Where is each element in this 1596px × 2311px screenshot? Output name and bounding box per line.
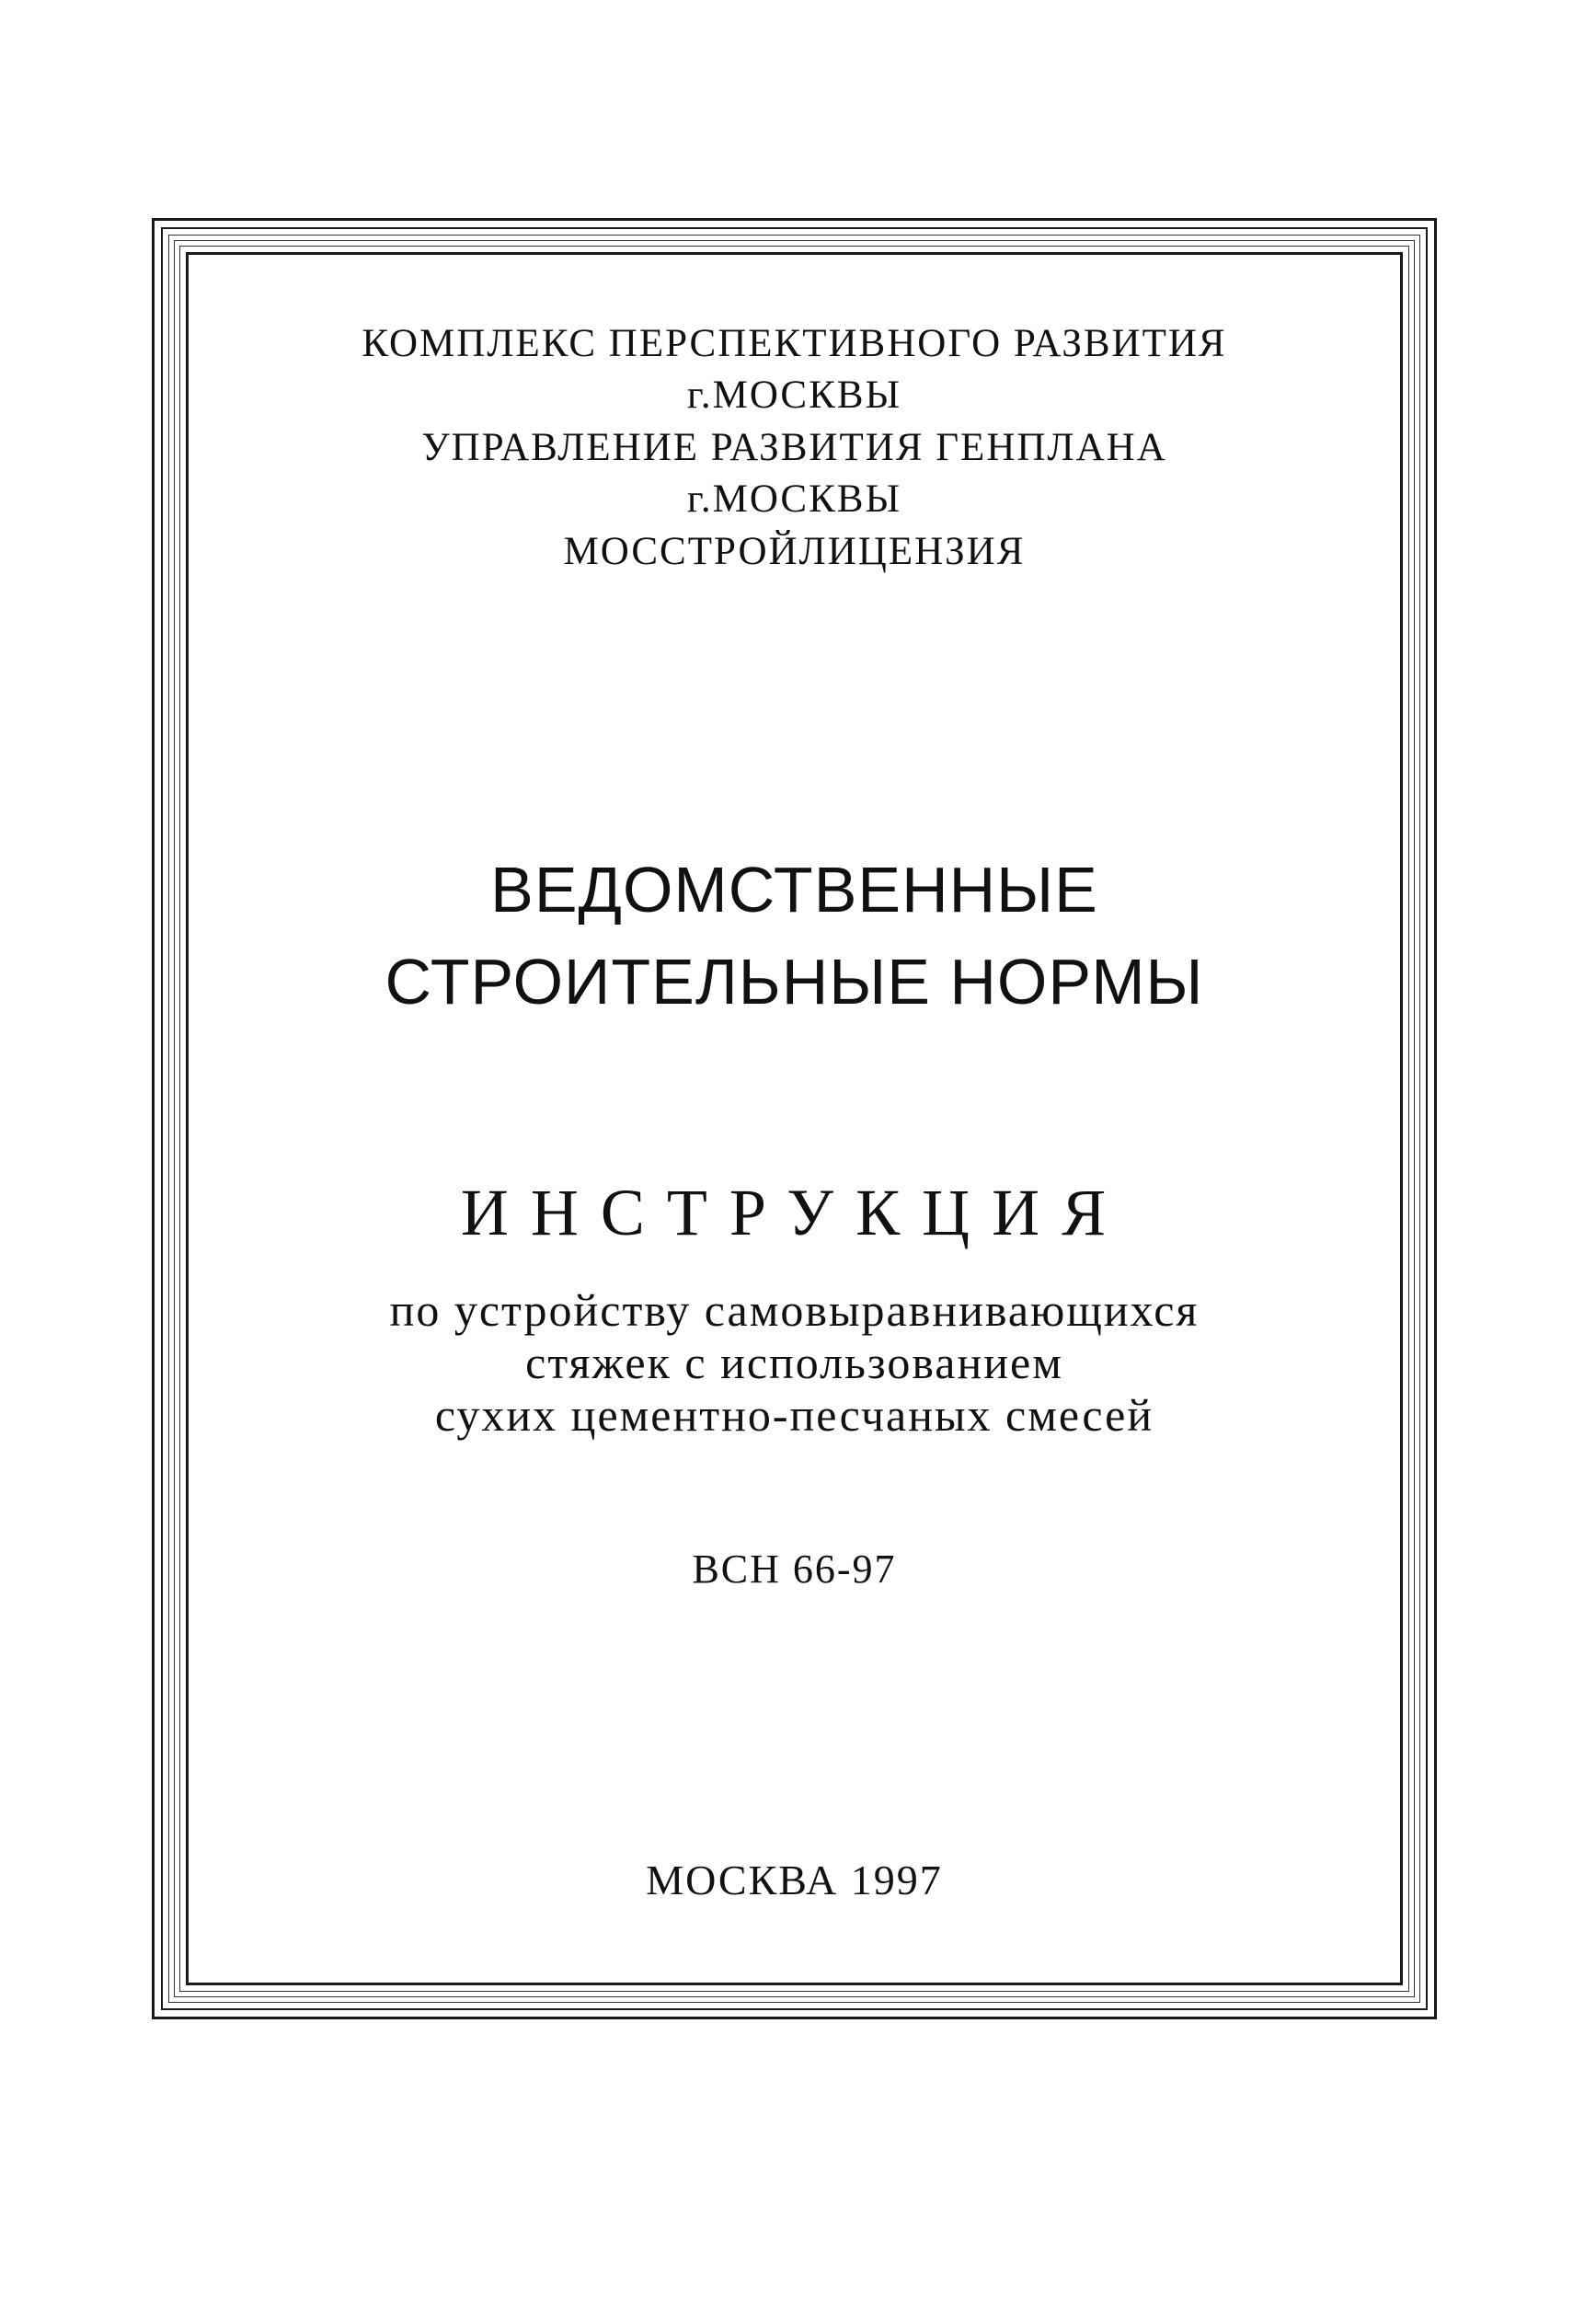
title-page-content <box>152 218 1437 2019</box>
subject-line-3: сухих цементно-песчаных смесей <box>434 1389 1154 1441</box>
organization-line-5: МОССТРОЙЛИЦЕНЗИЯ <box>563 530 1026 573</box>
title-line-2: СТРОИТЕЛЬНЫЕ НОРМЫ <box>385 946 1204 1018</box>
organization-line-4: г.МОСКВЫ <box>687 477 901 521</box>
document-type: ИНСТРУКЦИЯ <box>460 1176 1129 1249</box>
title-line-1: ВЕДОМСТВЕННЫЕ <box>490 854 1098 926</box>
organization-line-3: УПРАВЛЕНИЕ РАЗВИТИЯ ГЕНПЛАНА <box>421 426 1167 469</box>
organization-line-2: г.МОСКВЫ <box>687 374 901 417</box>
subject-line-1: по устройству самовыравнивающихся <box>389 1284 1200 1336</box>
subject-line-2: стяжек с использованием <box>525 1337 1063 1388</box>
organization-line-1: КОМПЛЕКС ПЕРСПЕКТИВНОГО РАЗВИТИЯ <box>362 322 1227 365</box>
document-code: ВСН 66-97 <box>692 1546 897 1592</box>
imprint-place-year: МОСКВА 1997 <box>646 1857 943 1903</box>
